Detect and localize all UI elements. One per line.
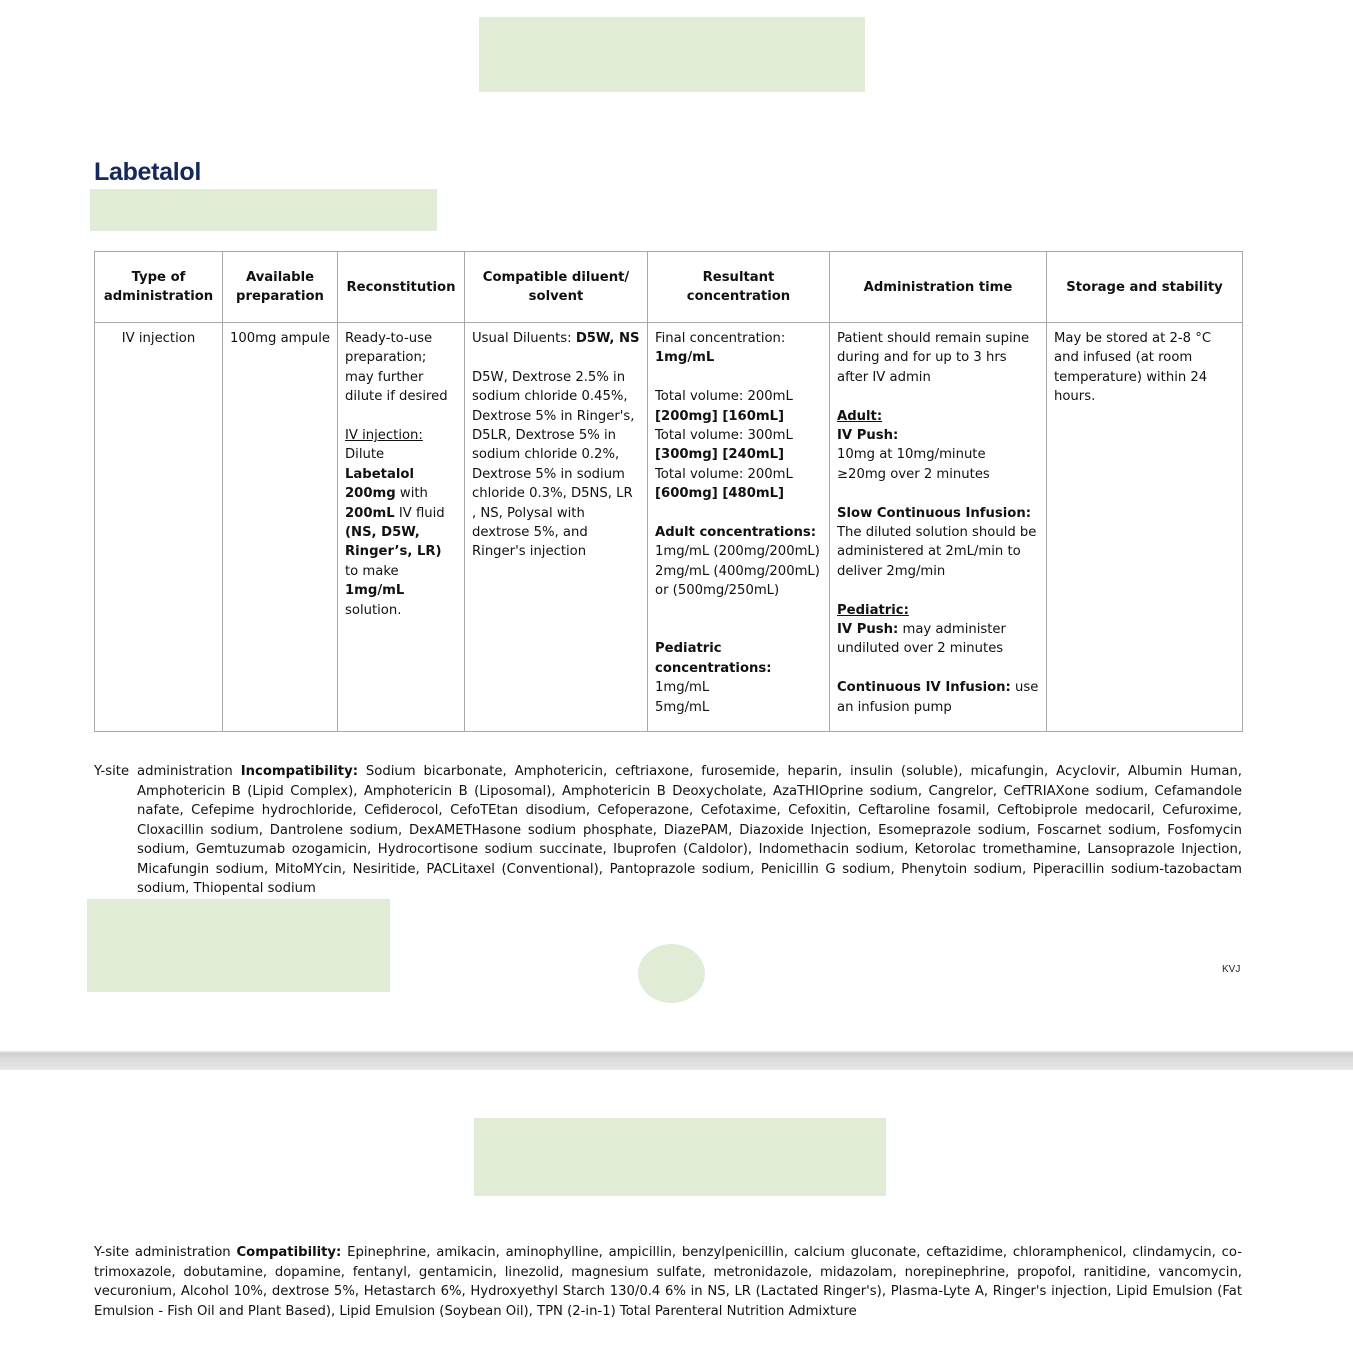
pediatric-iv-push-label: IV Push:	[837, 622, 899, 638]
header-type: Type of administration	[95, 252, 223, 323]
header-concentration: Resultant concentration	[648, 252, 830, 323]
redacted-page-number	[638, 944, 705, 1003]
table-row	[95, 323, 1243, 732]
header-reconstitution: Reconstitution	[338, 252, 465, 323]
supine-note: Patient should remain supine during and for up to 3 hrs after IV admin	[837, 331, 1030, 385]
final-concentration-value: 1mg/mL	[655, 350, 715, 366]
total-volume-2: Total volume: 300mL	[655, 428, 793, 444]
cell-preparation: 100mg ampule	[223, 323, 338, 732]
header-diluent: Compatible diluent/ solvent	[465, 252, 648, 323]
compatibility-prefix: Y-site administration	[94, 1245, 237, 1260]
redacted-subtitle-block	[90, 189, 437, 231]
slow-infusion-text: The diluted solution should be administered at 2mL/min to deliver 2mg/min	[837, 525, 1037, 579]
cell-concentration	[648, 323, 830, 732]
page-title: Labetalol	[94, 158, 202, 186]
reconstitution-instructions	[345, 447, 445, 617]
reconstitution-heading: IV injection:	[345, 428, 423, 444]
amount-2: [300mg] [240mL]	[655, 447, 785, 463]
adult-iv-push-2: ≥20mg over 2 minutes	[837, 466, 990, 482]
adult-heading: Adult:	[837, 408, 883, 424]
usual-diluents-label: Usual Diluents:	[472, 331, 576, 346]
footer-code: KVJ	[1222, 964, 1241, 975]
redacted-signature-block	[87, 899, 390, 992]
incompatibility-list: Sodium bicarbonate, Amphotericin, ceftriaxone, furosemide, heparin, insulin (soluble), micafungin, Acyclovir, Albumin Human, Amphotericin B (Lipid Complex), Amphotericin B (Liposomal), Amphotericin B Deoxycholate, AzaTHIOprine sodium, Cangrelor, CefTRIAXone sodium, Cefamandole nafate, Cefepime hydrochloride, Cefiderocol, CefoTEtan disodium, Cefoperazone, Cefotaxime, Cefoxitin, Ceftaroline fosamil, Ceftobiprole medocaril, Cefuroxime, Cloxacillin sodium, Dantrolene sodium, DexAMETHasone sodium phosphate, DiazePAM, Diazoxide Injection, Esomeprazole sodium, Foscarnet sodium, Fosfomycin sodium, Gemtuzumab ozogamicin, Hydrocortisone sodium succinate, Ibuprofen (Caldolor), Indomethacin sodium, Ketorolac tromethamine, Lansoprazole Injection, Micafungin sodium, MitoMYcin, Nesiritide, PACLitaxel (Conventional), Pantoprazole sodium, Penicillin G sodium, Phenytoin sodium, Piperacillin sodium-tazobactam sodium, Thiopental sodium	[137, 764, 1242, 896]
pediatric-iv-push	[837, 620, 1039, 659]
usual-diluents	[472, 329, 640, 348]
cell-type: IV injection	[95, 323, 223, 732]
pediatric-heading: Pediatric:	[837, 602, 909, 618]
incompatibility-paragraph	[94, 762, 1242, 899]
adult-iv-push-1: 10mg at 10mg/minute	[837, 447, 986, 463]
pediatric-concentrations-label: Pediatric concentrations:	[655, 641, 772, 676]
text-with: with	[395, 486, 428, 502]
compatibility-paragraph	[94, 1243, 1242, 1321]
header-preparation: Available preparation	[223, 252, 338, 323]
total-volume-1: Total volume: 200mL	[655, 389, 793, 405]
redacted-page2-header	[474, 1118, 886, 1196]
cell-reconstitution	[338, 323, 465, 732]
slow-infusion-label: Slow Continuous Infusion:	[837, 505, 1031, 521]
pediatric-concentration-1: 1mg/mL	[655, 680, 710, 696]
diluent-list: D5W, Dextrose 2.5% in sodium chloride 0.45%, Dextrose 5% in Ringer's, D5LR, Dextrose 5% in sodium chloride 0.2%, Dextrose 5% in sodium chloride 0.3%, D5NS, LR , NS, Polysal with dextrose 5%, and Ringer's injection	[472, 369, 635, 560]
cell-administration-time	[830, 323, 1047, 732]
pediatric-concentration-2: 5mg/mL	[655, 699, 710, 715]
text-iv-fluid: IV fluid	[394, 505, 445, 521]
adult-concentration-1: 1mg/mL (200mg/200mL)	[655, 544, 820, 560]
slow-infusion	[837, 504, 1039, 582]
continuous-infusion-text: use an infusion pump	[837, 680, 1039, 715]
amount-1: [200mg] [160mL]	[655, 408, 785, 424]
adult-concentration-2: 2mg/mL (400mg/200mL)	[655, 563, 820, 579]
bold-fluids: (NS, D5W, Ringer’s, LR)	[345, 525, 442, 560]
page-separator	[0, 1051, 1353, 1070]
continuous-infusion-label: Continuous IV Infusion:	[837, 680, 1011, 696]
total-volume-3: Total volume: 200mL	[655, 466, 793, 482]
header-administration-time: Administration time	[830, 252, 1047, 323]
compatibility-list: Epinephrine, amikacin, aminophylline, ampicillin, benzylpenicillin, calcium gluconate, ceftazidime, chloramphenicol, clindamycin, co-trimoxazole, dobutamine, dopamine, fentanyl, gentamicin, linezolid, magnesium sulfate, metronidazole, midazolam, norepinephrine, propofol, ranitidine, vancomycin, vecuronium, Alcohol 10%, dextrose 5%, Hetastarch 6%, Hydroxyethyl Starch 130/0.4 6% in NS, LR (Lactated Ringer's), Plasma-Lyte A, Ringer's injection, Lipid Emulsion (Fat Emulsion - Fish Oil and Plant Based), Lipid Emulsion (Soybean Oil), TPN (2-in-1) Total Parenteral Nutrition Admixture	[94, 1245, 1242, 1319]
header-storage: Storage and stability	[1047, 252, 1243, 323]
drug-info-table	[94, 251, 1243, 732]
text-to-make: to make	[345, 563, 399, 579]
bold-concentration: 1mg/mL	[345, 583, 405, 599]
usual-diluents-value: D5W, NS	[575, 331, 640, 346]
redacted-header-block	[479, 17, 865, 92]
incompatibility-label: Incompatibility:	[240, 764, 358, 779]
table-header-row	[95, 252, 1243, 323]
text-solution: solution.	[345, 602, 402, 618]
adult-iv-push-label: IV Push:	[837, 428, 899, 444]
text-dilute: Dilute	[345, 447, 385, 463]
reconstitution-intro: Ready-to-use preparation; may further dilute if desired	[345, 331, 448, 405]
pediatric-iv-push-text: may administer undiluted over 2 minutes	[837, 622, 1006, 657]
cell-storage: May be stored at 2-8 °C and infused (at room temperature) within 24 hours.	[1047, 323, 1243, 732]
incompatibility-prefix: Y-site administration	[94, 764, 241, 779]
amount-3: [600mg] [480mL]	[655, 486, 785, 502]
cell-diluent	[465, 323, 648, 732]
adult-concentration-3: or (500mg/250mL)	[655, 583, 780, 599]
compatibility-label: Compatibility:	[236, 1245, 342, 1260]
bold-volume: 200mL	[345, 505, 395, 521]
final-concentration-label: Final concentration:	[655, 331, 786, 346]
bold-drug-dose: Labetalol 200mg	[345, 466, 414, 502]
continuous-infusion	[837, 678, 1039, 717]
adult-concentrations-label: Adult concentrations:	[655, 525, 816, 541]
